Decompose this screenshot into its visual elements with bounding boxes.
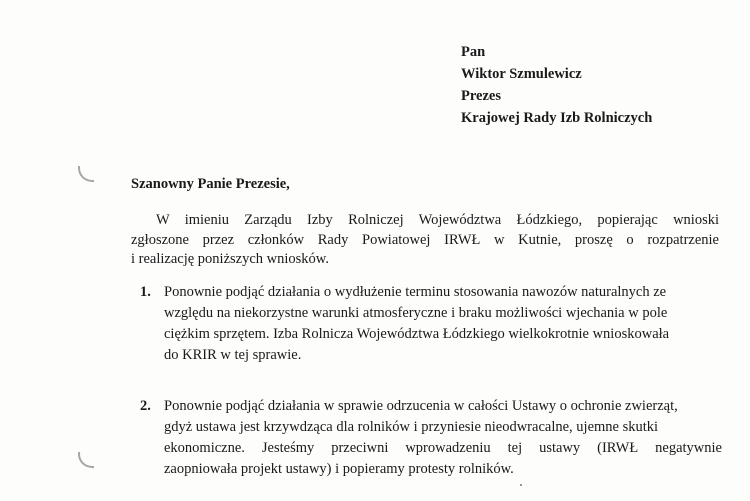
addressee-name: Wiktor Szmulewicz [461, 66, 582, 82]
item-line: Ponownie podjąć działania o wydłużenie terminu stosowania nawozów naturalnych ze [164, 284, 667, 300]
intro-paragraph [131, 211, 719, 270]
intro-line: zgłoszone przez członków Rady Powiatowej IRWŁ w Kutnie, proszę o rozpatrzenie [131, 231, 719, 248]
salutation: Szanowny Panie Prezesie, [131, 176, 290, 192]
intro-line: W imieniu Zarządu Izby Rolniczej Województwa Łódzkiego, popierając wnioski [156, 212, 719, 228]
item-line: ciężkim sprzętem. Izba Rolnicza Województwa Łódzkiego wielkokrotnie wnioskowała [164, 326, 670, 342]
item-text [164, 282, 722, 366]
item-line: Ponownie podjąć działania w sprawie odrzucenia w całości Ustawy o ochronie zwierząt, [164, 398, 678, 414]
item-line: ekonomiczne. Jesteśmy przeciwni wprowadzeniu tej ustawy (IRWŁ negatywnie [164, 440, 722, 456]
addressee-position: Prezes [461, 88, 501, 104]
item-text [164, 396, 722, 480]
item-line: do KRIR w tej sprawie. [164, 347, 302, 363]
addressee-block [461, 41, 652, 129]
item-line: zaopniowała projekt ustawy) i popieramy protesty rolników. [164, 461, 514, 477]
request-item-2 [140, 396, 722, 480]
item-line: gdyż ustawa jest krzywdząca dla rolników i przyniesie nieodwracalne, ujemne skutki [164, 419, 659, 435]
scan-speck [520, 484, 522, 486]
item-number: 2. [140, 398, 151, 414]
item-number: 1. [140, 284, 151, 300]
item-line: względu na niekorzystne warunki atmosferyczne i braku możliwości wjechania w pole [164, 305, 668, 321]
intro-line: i realizację poniższych wniosków. [131, 251, 329, 267]
request-item-1 [140, 282, 722, 366]
addressee-organization: Krajowej Rady Izb Rolniczych [461, 110, 653, 126]
addressee-title: Pan [461, 44, 486, 60]
punch-hole-mark [78, 452, 94, 468]
punch-hole-mark [78, 166, 94, 182]
